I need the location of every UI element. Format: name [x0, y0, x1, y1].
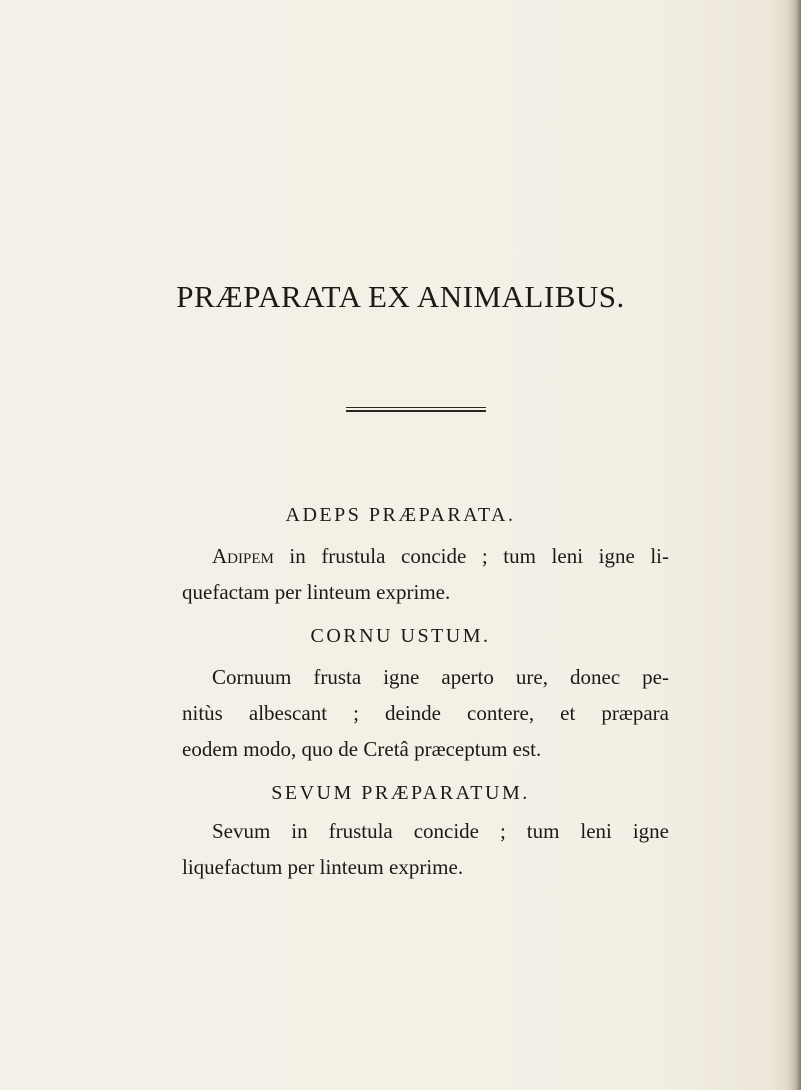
section-text-cornu — [182, 659, 669, 767]
text-line: quefactam per linteum exprime. — [182, 580, 451, 604]
text-line: nitùs albescant ; deinde contere, et præpara — [182, 701, 669, 725]
text-line: eodem modo, quo de Cretâ præceptum est. — [182, 737, 542, 761]
text-line: Sevum in frustula concide ; tum leni igne — [212, 819, 669, 843]
section-heading-sevum: SEVUM PRÆPARATUM. — [271, 782, 530, 804]
text-line — [182, 538, 669, 574]
line-text: in frustula concide ; tum leni igne li- — [273, 544, 669, 568]
section-heading-adeps: ADEPS PRÆPARATA. — [285, 504, 516, 526]
section-heading-cornu: CORNU USTUM. — [310, 625, 491, 647]
page-title: PRÆPARATA EX ANIMALIBUS. — [176, 279, 625, 314]
text-line: liquefactum per linteum exprime. — [182, 855, 464, 879]
text-line: Cornuum frusta igne aperto ure, donec pe- — [212, 665, 669, 689]
title-rule — [346, 407, 486, 412]
title-rule-thin — [346, 407, 486, 408]
lead-word: Adipem — [212, 544, 274, 568]
page-edge-shadow — [787, 0, 801, 1090]
section-text-sevum — [182, 813, 669, 885]
section-text-adeps — [182, 538, 669, 610]
title-rule-thick — [346, 410, 486, 412]
